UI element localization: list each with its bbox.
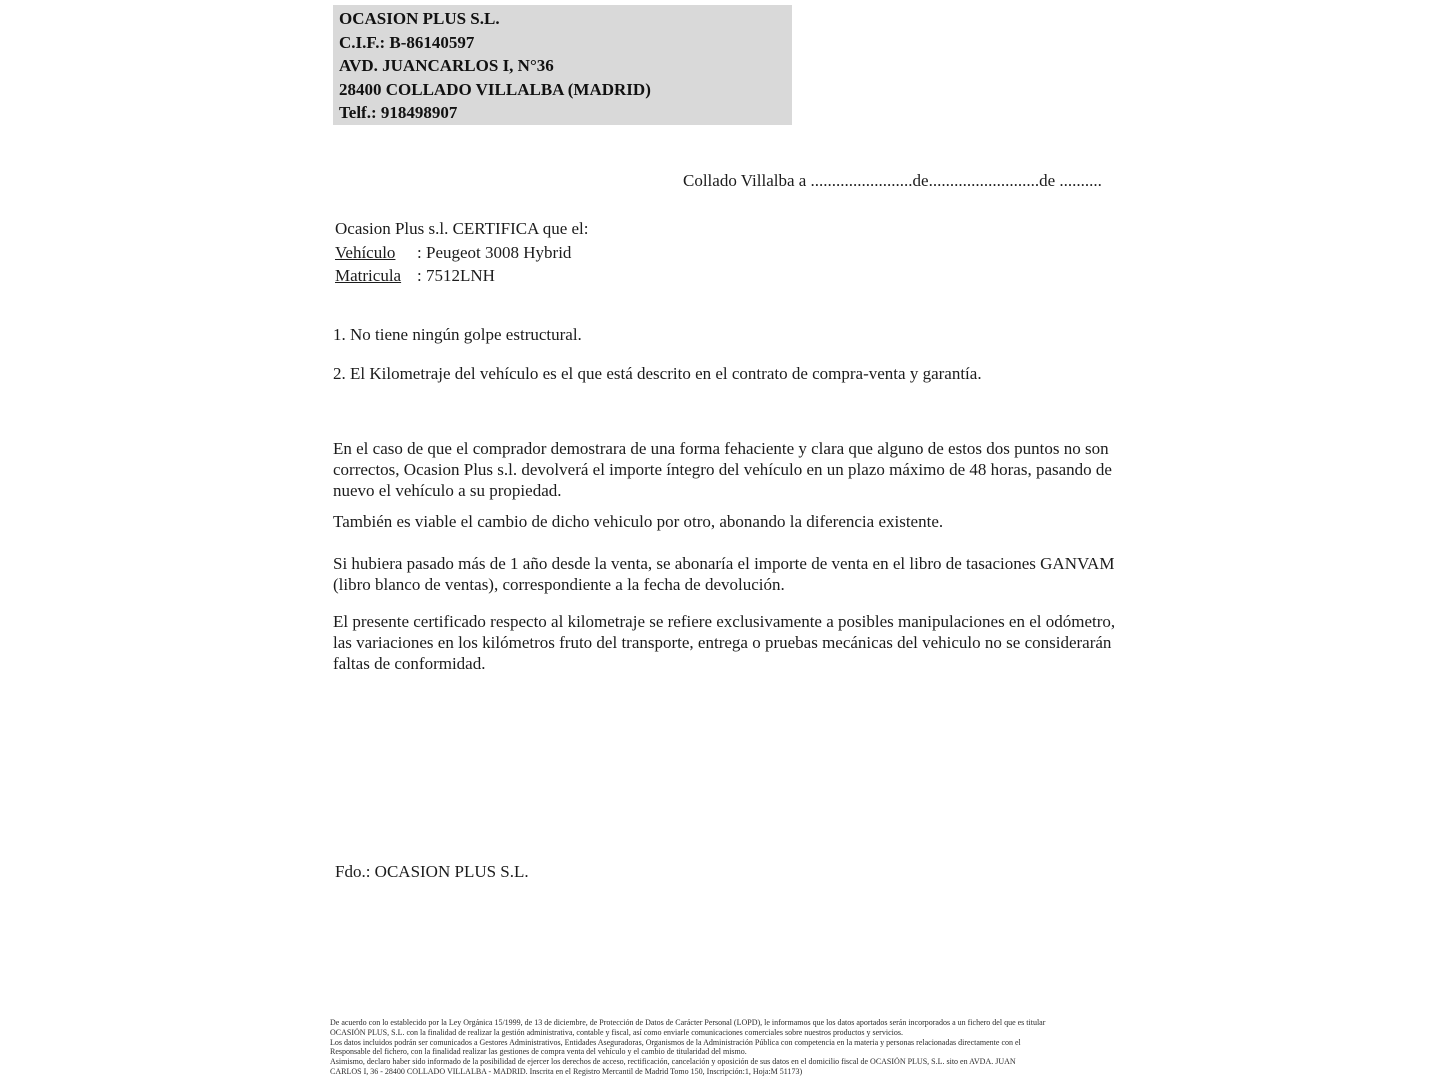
legal-line: De acuerdo con lo establecido por la Ley Orgánica 15/1999, de 13 de diciembre, de Protección de Datos de Carácter Personal (LOPD), le informamos que los datos aportados serán incorporados a un fichero del que es titular <box>330 1018 1046 1027</box>
company-name: OCASION PLUS S.L. <box>339 9 500 28</box>
certification-intro: Ocasion Plus s.l. CERTIFICA que el: <box>335 219 589 238</box>
paragraph-odometer: El presente certificado respecto al kilometraje se refiere exclusivamente a posibles manipulaciones en el odómetro, las variaciones en los kilómetros fruto del transporte, entrega o pruebas mecánicas del vehiculo no se considerarán faltas de conformidad. <box>333 612 1116 673</box>
legal-line: Responsable del fichero, con la finalidad realizar las gestiones de compra venta del vehículo y el cambio de titularidad del mismo. <box>330 1047 747 1057</box>
vehicle-value: Peugeot 3008 Hybrid <box>425 242 572 262</box>
paragraph-ganvam: Si hubiera pasado más de 1 año desde la venta, se abonaría el importe de venta en el libro de tasaciones GANVAM (libro blanco de ventas), correspondiente a la fecha de devolución. <box>333 554 1115 594</box>
paragraph-refund: En el caso de que el comprador demostrara de una forma fehaciente y clara que alguno de estos dos puntos no son correctos, Ocasion Plus s.l. devolverá el importe íntegro del vehículo en un plazo máximo de 48 horas, pasando de nuevo el vehículo a su propiedad. <box>333 439 1112 500</box>
point-mileage: 2. El Kilometraje del vehículo es el que está descrito en el contrato de compra-venta y garantía. <box>333 364 982 383</box>
company-city: 28400 COLLADO VILLALBA (MADRID) <box>339 79 651 99</box>
legal-line: Asimismo, declaro haber sido informado de la posibilidad de ejercer los derechos de acceso, rectificación, cancelación y oposición de sus datos en el domicilio fiscal de OCASIÓN PLUS, S.L. sito en AVDA. JUAN <box>330 1057 1016 1067</box>
point-structural: 1. No tiene ningún golpe estructural. <box>333 325 582 344</box>
vehicle-row <box>335 241 589 265</box>
legal-line: CARLOS I, 36 - 28400 COLLADO VILLALBA - MADRID. Inscrita en el Registro Mercantil de Madrid Tomo 150, Inscripción:1, Hoja:M 51173) <box>330 1066 803 1076</box>
vehicle-separator: : <box>417 242 426 262</box>
place-date-line: Collado Villalba a ........................de..........................de .......... <box>683 171 1102 190</box>
legal-line: Los datos incluidos podrán ser comunicados a Gestores Administrativos, Entidades Aseguradoras, Organismos de la Administración Pública con competencia en la materia y personas relacionadas directamente con el <box>330 1037 1021 1047</box>
signature-line: Fdo.: OCASION PLUS S.L. <box>335 862 529 881</box>
legal-line: OCASIÓN PLUS, S.L. con la finalidad de realizar la gestión administrativa, contable y fiscal, así como enviarle comunicaciones comerciales sobre nuestros productos y servicios. <box>330 1027 903 1037</box>
plate-label: Matricula <box>335 266 402 285</box>
plate-row <box>335 264 589 288</box>
company-phone: Telf.: 918498907 <box>339 103 458 123</box>
company-cif: C.I.F.: B-86140597 <box>339 32 475 52</box>
company-header-box <box>333 5 792 125</box>
plate-separator: : <box>417 266 426 285</box>
legal-footer <box>330 1018 1120 1077</box>
plate-value: 7512LNH <box>425 266 495 285</box>
vehicle-label: Vehículo <box>335 242 396 262</box>
paragraph-exchange: También es viable el cambio de dicho vehiculo por otro, abonando la diferencia existente. <box>333 512 944 531</box>
certification-block <box>335 217 589 288</box>
company-address: AVD. JUANCARLOS I, N°36 <box>339 56 554 76</box>
